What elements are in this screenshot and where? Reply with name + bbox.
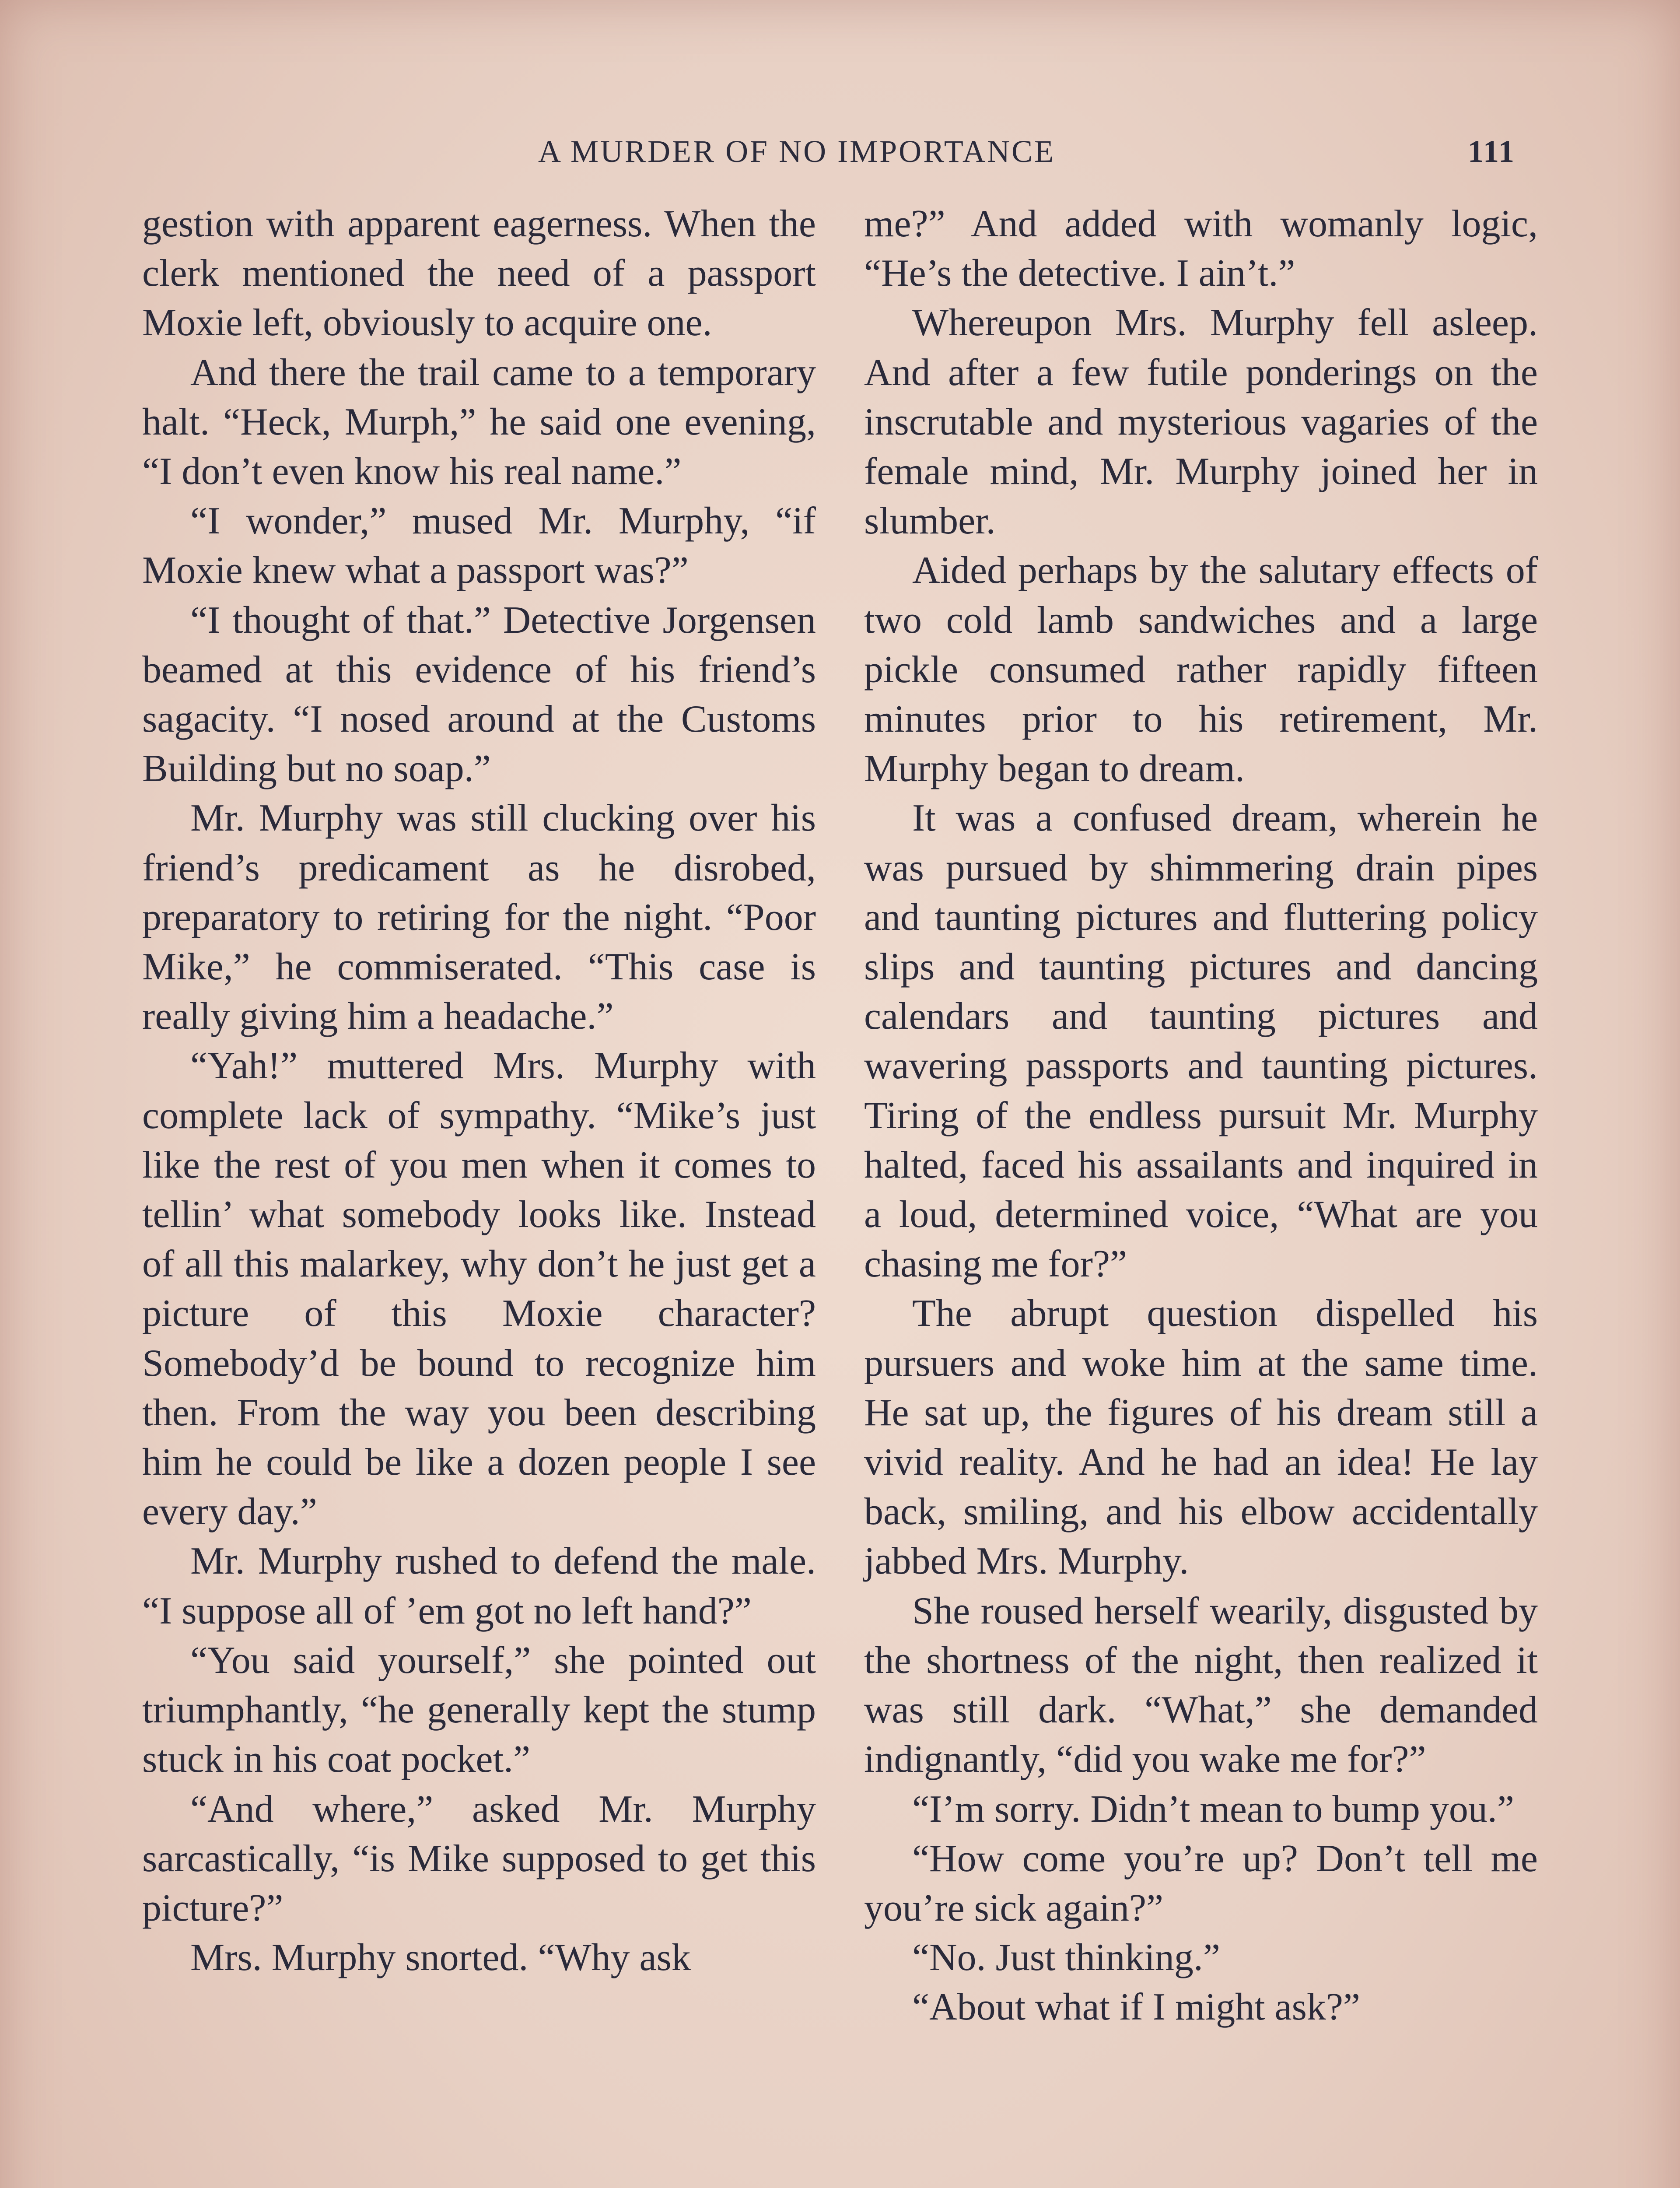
paragraph: It was a confused dream, wherein he was pursued by shimmering drain pipes and taunting pictures and fluttering policy slips and taunting pictures and dancing calendars and taunting pictures and wavering passports and taunting pictures. Tiring of the endless pursuit Mr. Murphy halted, faced his assailants and inquired in a loud, determined voice, “What are you chasing me for?” [864,797,1538,1286]
paragraph: Whereupon Mrs. Murphy fell asleep. And after a few futile ponderings on the inscrutable and mysterious vagaries of the female mind, Mr. Murphy joined her in slumber. [864,302,1538,543]
paragraph: “About what if I might ask?” [912,1986,1360,2029]
paragraph: Mrs. Murphy snorted. “Why ask [190,1936,691,1979]
paragraph: “No. Just thinking.” [912,1936,1220,1979]
paragraph: gestion with apparent eagerness. When the clerk mentioned the need of a passport Moxie left, obviously to acquire one. [142,203,816,344]
paragraph: “I’m sorry. Didn’t mean to bump you.” [912,1788,1514,1830]
paragraph: “How come you’re up? Don’t tell me you’re sick again?” [864,1837,1538,1929]
paragraph: Mr. Murphy rushed to defend the male. “I suppose all of ’em got no left hand?” [142,1540,816,1632]
paragraph: And there the trail came to a temporary halt. “Heck, Murph,” he said one evening, “I don’t even know his real name.” [142,351,816,493]
paragraph: The abrupt question dispelled his pursuers and woke him at the same time. He sat up, the figures of his dream still a vivid reality. And he had an idea! He lay back, smiling, and his elbow accidentally jabbed Mrs. Murphy. [864,1292,1538,1583]
paragraph: me?” And added with womanly logic, “He’s the detective. I ain’t.” [864,203,1538,295]
paragraph: “Yah!” muttered Mrs. Murphy with complete lack of sympathy. “Mike’s just like the rest of you men when it comes to tellin’ what somebody looks like. Instead of all this malarkey, why don’t he just get a picture of this Moxie character? Somebody’d be bound to recognize him then. From the way you been describing him he could be like a dozen people I see every day.” [142,1045,816,1533]
paragraph: “You said yourself,” she pointed out triumphantly, “he generally kept the stump stuck in his coat pocket.” [142,1639,816,1781]
running-title: A MURDER OF NO IMPORTANCE [538,134,1056,169]
paragraph: Mr. Murphy was still clucking over his friend’s predicament as he disrobed, preparatory to retiring for the night. “Poor Mike,” he commiserated. “This case is really giving him a headache.” [142,797,816,1038]
page-header [0,133,1680,173]
paragraph: “I wonder,” mused Mr. Murphy, “if Moxie knew what a passport was?” [142,500,816,592]
left-column [142,199,816,1982]
right-column [864,199,1538,2032]
paragraph: She roused herself wearily, disgusted by the shortness of the night, then realized it was still dark. “What,” she demanded indignantly, “did you wake me for?” [864,1589,1538,1781]
paragraph: Aided perhaps by the salutary effects of two cold lamb sandwiches and a large pickle consumed rather rapidly fifteen minutes prior to his retirement, Mr. Murphy began to dream. [864,549,1538,790]
page-number: 111 [1468,134,1516,169]
paragraph: “I thought of that.” Detective Jorgensen beamed at this evidence of his friend’s sagacity. “I nosed around at the Customs Building but no soap.” [142,599,816,790]
paragraph: “And where,” asked Mr. Murphy sarcastically, “is Mike supposed to get this picture?” [142,1788,816,1929]
